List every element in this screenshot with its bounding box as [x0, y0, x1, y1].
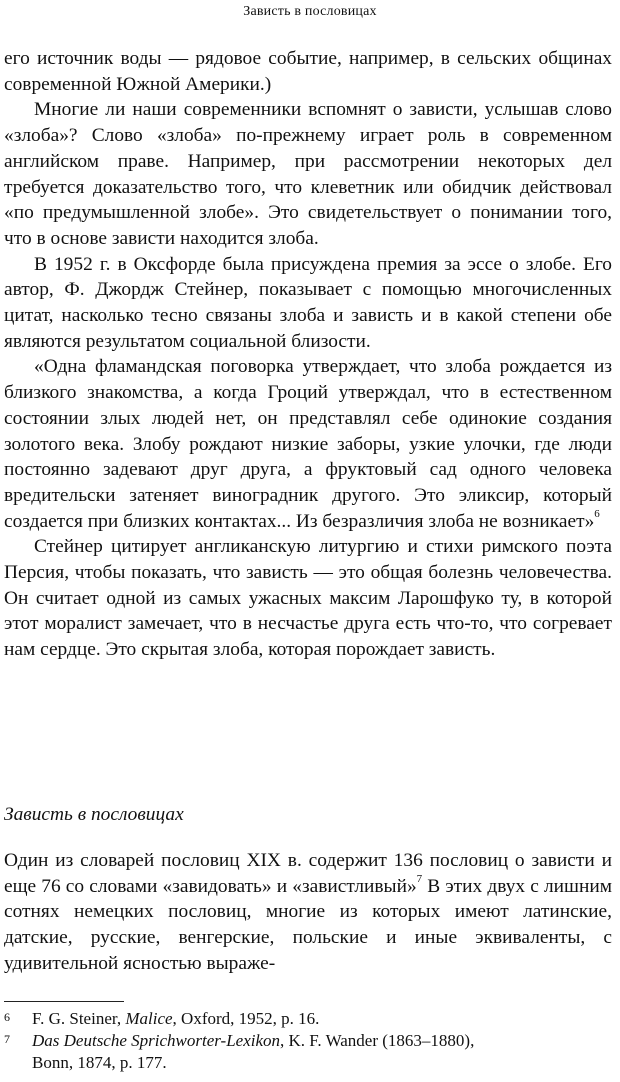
footnote-ref[interactable]: 7 — [416, 873, 423, 886]
paragraph: Многие ли наши современники вспомнят о зависти, услышав слово «злоба»? Слово «злоба» по-прежнему играет роль в современном английском праве. Например, при рассмотрении некоторых дел требуется доказательство того, что клеветник или обидчик действовал «по предумышленной злобе». Это свидетельствует о понимании того, что в основе зависти находится злоба. — [4, 99, 612, 249]
footnote — [4, 1008, 612, 1030]
footnote-text — [32, 1008, 612, 1030]
footnote-number: 6 — [4, 1010, 10, 1024]
footnote-details: , K. F. Wander (1863–1880), — [280, 1031, 475, 1050]
paragraph: В 1952 г. в Оксфорде была присуждена премия за эссе о злобе. Его автор, Ф. Джордж Стейнер, показывает с помощью многочисленных цитат, насколько тесно связаны злоба и зависть и в какой степени обе являются результатом социальной близости. — [4, 253, 612, 352]
paragraph: Стейнер цитирует англиканскую литургию и стихи римского поэта Персия, чтобы показать, что зависть — это общая болезнь человечества. Он считает одной из самых ужасных максим Ларошфуко ту, в которой этот моралист замечает, что в несчастье друга есть что-то, что согревает нам сердце. Это скрытая злоба, которая порождает зависть. — [4, 536, 612, 661]
section-paragraph — [4, 848, 612, 977]
section-text-part1: Один из словарей пословиц XIX в. содержит 136 пословиц о зависти и еще 76 со словами «завидовать» и «завистливый» — [4, 850, 612, 897]
footnote-divider — [4, 1001, 124, 1002]
footnote-author: F. G. Steiner, — [32, 1009, 126, 1028]
footnote-ref[interactable]: 6 — [594, 508, 600, 521]
body-text — [4, 46, 612, 663]
section-heading: Зависть в пословицах — [4, 804, 184, 825]
running-head: Зависть в пословицах — [243, 4, 377, 19]
paragraph-quote — [4, 354, 612, 534]
footnote-title: Malice — [125, 1009, 173, 1028]
section-text-part2: В этих двух с лишним сотнях немецких пословиц, многие из которых имеют латинские, датские, русские, венгерские, польские и иные эквиваленты, с удивительной ясностью выраже- — [4, 875, 613, 974]
paragraph: его источник воды — рядовое событие, например, в сельских общинах современной Южной Америки.) — [4, 48, 612, 95]
footnote-title: Das Deutsche Sprichworter-Lexikon — [32, 1031, 281, 1050]
footnote-number: 7 — [4, 1032, 10, 1046]
footnote-details: , Oxford, 1952, p. 16. — [172, 1009, 320, 1028]
footnote-text — [32, 1030, 612, 1052]
footnotes — [4, 1008, 612, 1074]
footnote — [4, 1030, 612, 1052]
footnote-continuation: Bonn, 1874, p. 177. — [32, 1053, 167, 1072]
quote-text: «Одна фламандская поговорка утверждает, что злоба рождается из близкого знакомства, а когда Гроций утверждал, что в естественном состоянии злых людей нет, он представлял себе одинокие создания золотого века. Злобу рождают низкие заборы, узкие улочки, где люди постоянно задевают друг друга, а фруктовый сад одного человека вредительски затеняет виноградник другого. Это эликсир, который создается при близких контактах... Из безразличия злоба не возникает» — [4, 356, 612, 532]
